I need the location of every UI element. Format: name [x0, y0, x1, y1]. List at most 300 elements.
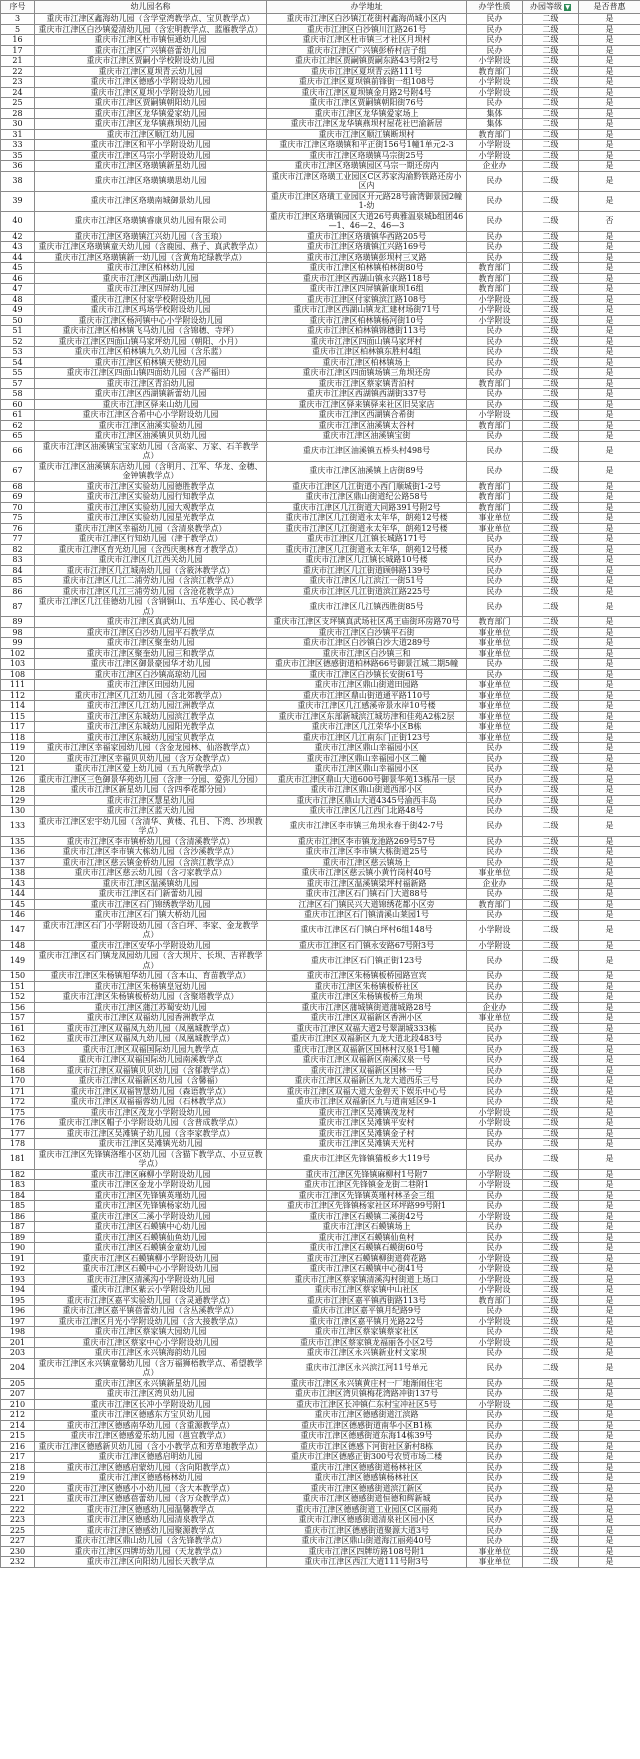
cell-name: 重庆市江津区鼎山幼儿园（含先锋教学点） — [35, 1536, 267, 1547]
cell-inclusive: 是 — [579, 1399, 640, 1410]
table-row — [1, 565, 640, 576]
cell-name: 重庆市江津区白沙镇爱清幼儿园（含宏明教学点、蓝雁教学点） — [35, 24, 267, 35]
cell-nature: 民办 — [467, 1232, 523, 1243]
cell-name: 重庆市江津区双福凤九幼儿园（凤凰城教学点） — [35, 1023, 267, 1034]
cell-name: 重庆市江津区德感小学附设幼儿园 — [35, 77, 267, 88]
cell-level: 二级 — [523, 1483, 579, 1494]
cell-nature: 事业单位 — [467, 868, 523, 879]
cell-index: 182 — [1, 1169, 35, 1180]
table-row — [1, 1431, 640, 1442]
cell-index: 223 — [1, 1515, 35, 1526]
cell-index: 218 — [1, 1462, 35, 1473]
cell-level: 二级 — [523, 544, 579, 555]
cell-address: 重庆市江津区白沙镇长安街61号 — [267, 669, 467, 680]
cell-level: 二级 — [523, 492, 579, 503]
cell-name: 重庆市江津区德感杨林幼儿园 — [35, 1473, 267, 1484]
cell-inclusive: 是 — [579, 1525, 640, 1536]
cell-level: 二级 — [523, 1139, 579, 1150]
cell-nature: 民办 — [467, 764, 523, 775]
cell-index: 222 — [1, 1504, 35, 1515]
cell-inclusive: 是 — [579, 1128, 640, 1139]
cell-inclusive: 是 — [579, 140, 640, 151]
cell-name: 重庆市江津区双福幼儿园香洲教学点 — [35, 1013, 267, 1024]
cell-address: 重庆市江津区先锋镇英瑾村林圣会三组 — [267, 1190, 467, 1201]
cell-nature: 民办 — [467, 347, 523, 358]
cell-nature: 小学附设 — [467, 1180, 523, 1191]
cell-name: 重庆市江津区双福新区幼儿园（含馨福） — [35, 1076, 267, 1087]
table-row — [1, 231, 640, 242]
cell-nature: 民办 — [467, 368, 523, 379]
cell-name: 重庆市江津区麻柳小学附设幼儿园 — [35, 1169, 267, 1180]
cell-inclusive: 是 — [579, 1337, 640, 1348]
cell-nature: 教育部门 — [467, 617, 523, 628]
cell-inclusive: 是 — [579, 722, 640, 733]
cell-index: 130 — [1, 806, 35, 817]
cell-inclusive: 是 — [579, 1378, 640, 1389]
cell-name: 重庆市江津区四面山镇四面幼儿园（含严福田） — [35, 368, 267, 379]
cell-index: 133 — [1, 816, 35, 836]
table-row — [1, 940, 640, 951]
cell-name: 重庆市江津区行知幼儿园（津于教学点） — [35, 534, 267, 545]
cell-address: 重庆市江津区白沙镇川江路261号 — [267, 24, 467, 35]
cell-index: 65 — [1, 431, 35, 442]
table-row — [1, 732, 640, 743]
cell-index: 230 — [1, 1546, 35, 1557]
cell-address: 重庆市江津区鼎山幸福园小区 — [267, 743, 467, 754]
cell-name: 重庆市江津区几江西关幼儿园 — [35, 555, 267, 566]
cell-nature: 民办 — [467, 399, 523, 410]
cell-nature: 教育部门 — [467, 66, 523, 77]
cell-inclusive: 是 — [579, 544, 640, 555]
cell-address: 重庆市江津区龙华镇燕坝村屋花社巴渝新居 — [267, 119, 467, 130]
cell-level: 二级 — [523, 24, 579, 35]
table-row — [1, 399, 640, 410]
cell-index: 33 — [1, 140, 35, 151]
cell-level: 二级 — [523, 1410, 579, 1421]
cell-name: 重庆市江津区德感东方宝贝幼儿园 — [35, 1410, 267, 1421]
cell-nature: 民办 — [467, 1055, 523, 1066]
cell-level: 二级 — [523, 1253, 579, 1264]
cell-address: 重庆市江津区珞璜镇和平正街156号1幢1单元2-3 — [267, 140, 467, 151]
cell-nature: 教育部门 — [467, 1295, 523, 1306]
cell-nature: 民办 — [467, 555, 523, 566]
cell-index: 126 — [1, 774, 35, 785]
cell-inclusive: 是 — [579, 1431, 640, 1442]
cell-index: 119 — [1, 743, 35, 754]
cell-index: 35 — [1, 150, 35, 161]
cell-nature: 企业办 — [467, 1002, 523, 1013]
table-row — [1, 764, 640, 775]
cell-nature: 事业单位 — [467, 638, 523, 649]
cell-inclusive: 是 — [579, 1211, 640, 1222]
cell-name: 重庆市江津区长冲小学附设幼儿园 — [35, 1399, 267, 1410]
table-row — [1, 1211, 640, 1222]
cell-inclusive: 是 — [579, 1473, 640, 1484]
cell-address: 重庆市江津区柏林镇杨河街10号 — [267, 315, 467, 326]
cell-level: 二级 — [523, 992, 579, 1003]
cell-level: 二级 — [523, 481, 579, 492]
cell-nature: 民办 — [467, 1348, 523, 1359]
table-row — [1, 1358, 640, 1378]
cell-index: 53 — [1, 347, 35, 358]
cell-index: 68 — [1, 481, 35, 492]
table-row — [1, 481, 640, 492]
cell-nature: 企业办 — [467, 161, 523, 172]
cell-address: 重庆市江津区石门镇正街123号 — [267, 951, 467, 971]
table-row — [1, 242, 640, 253]
cell-level: 二级 — [523, 1190, 579, 1201]
cell-address: 重庆市江津区几江街道永太年华，朗苑12号楼 — [267, 544, 467, 555]
cell-nature: 民办 — [467, 441, 523, 461]
cell-inclusive: 是 — [579, 98, 640, 109]
cell-inclusive: 是 — [579, 1316, 640, 1327]
cell-nature: 事业单位 — [467, 523, 523, 534]
cell-index: 83 — [1, 555, 35, 566]
table-row — [1, 1086, 640, 1097]
cell-address: 重庆市江津区双福新区香洲小区 — [267, 1013, 467, 1024]
cell-name: 重庆市江津区西湖山幼儿园 — [35, 273, 267, 284]
cell-index: 161 — [1, 1023, 35, 1034]
cell-index: 62 — [1, 420, 35, 431]
cell-address: 重庆市江津区蔡家镇青泊村 — [267, 378, 467, 389]
cell-index: 170 — [1, 1076, 35, 1087]
cell-address: 重庆市江津区几江街道永太年华，朗苑12号楼 — [267, 513, 467, 524]
cell-address: 重庆市江津区四屏镇新康坝16组 — [267, 284, 467, 295]
cell-name: 重庆市江津区珞璜镇童天幼儿园（含鹿园、燕子、真武教学点） — [35, 242, 267, 253]
table-row — [1, 140, 640, 151]
cell-level: 二级 — [523, 119, 579, 130]
cell-name: 重庆市江津区田园幼儿园 — [35, 680, 267, 691]
cell-nature: 民办 — [467, 1149, 523, 1169]
cell-name: 重庆市江津区和平小学附设幼儿园 — [35, 140, 267, 151]
cell-level: 二级 — [523, 347, 579, 358]
cell-inclusive: 是 — [579, 1306, 640, 1317]
cell-index: 227 — [1, 1536, 35, 1547]
cell-address: 重庆市江津区柏林镇场上 — [267, 357, 467, 368]
cell-index: 42 — [1, 231, 35, 242]
cell-level: 二级 — [523, 242, 579, 253]
cell-nature: 小学附设 — [467, 1107, 523, 1118]
cell-level: 二级 — [523, 378, 579, 389]
cell-address: 重庆市江津区支坪镇真武场社区禹王庙街环房路70号 — [267, 617, 467, 628]
table-row — [1, 431, 640, 442]
cell-name: 重庆市江津区石门新蕾幼儿园 — [35, 889, 267, 900]
cell-level: 二级 — [523, 1222, 579, 1233]
cell-inclusive: 是 — [579, 378, 640, 389]
cell-inclusive: 是 — [579, 1420, 640, 1431]
cell-level: 二级 — [523, 273, 579, 284]
cell-level: 二级 — [523, 1389, 579, 1400]
cell-index: 136 — [1, 847, 35, 858]
cell-name: 重庆市江津区蓝天幼儿园 — [35, 806, 267, 817]
cell-level: 二级 — [523, 284, 579, 295]
cell-level: 二级 — [523, 1462, 579, 1473]
cell-index: 84 — [1, 565, 35, 576]
cell-index: 117 — [1, 722, 35, 733]
cell-address: 重庆市江津区嘉平镇月纪路9号 — [267, 1306, 467, 1317]
cell-inclusive: 是 — [579, 1201, 640, 1212]
cell-nature: 小学附设 — [467, 1264, 523, 1275]
cell-address: 重庆市江津区四牌坊路108号附1 — [267, 1546, 467, 1557]
cell-level: 二级 — [523, 1306, 579, 1317]
cell-level: 二级 — [523, 1337, 579, 1348]
cell-address: 重庆市江津区付家镇滨江路108号 — [267, 294, 467, 305]
table-row — [1, 597, 640, 617]
cell-address: 重庆市江津区嘉平镇月光路22号 — [267, 1316, 467, 1327]
cell-level: 二级 — [523, 1327, 579, 1338]
cell-name: 重庆市江津区德感幼儿园聚源教学点 — [35, 1525, 267, 1536]
cell-inclusive: 是 — [579, 1190, 640, 1201]
cell-name: 重庆市江津区朱杨镇皇冠幼儿园 — [35, 981, 267, 992]
cell-address: 江津区石门镇民兴大道锦绣花都小区旁 — [267, 899, 467, 910]
table-row — [1, 1118, 640, 1129]
table-row — [1, 847, 640, 858]
cell-name: 重庆市江津区玛场学校附设幼儿园 — [35, 305, 267, 316]
table-row — [1, 680, 640, 691]
cell-level: 二级 — [523, 701, 579, 712]
cell-level: 二级 — [523, 66, 579, 77]
cell-address: 重庆市江津区白沙镇三和 — [267, 648, 467, 659]
cell-index: 151 — [1, 981, 35, 992]
cell-index: 17 — [1, 45, 35, 56]
cell-address: 重庆市江津区油溪镇五桥头村498号 — [267, 441, 467, 461]
cell-inclusive: 是 — [579, 1295, 640, 1306]
cell-name: 重庆市江津区双福国际幼儿园九教学点 — [35, 1044, 267, 1055]
cell-name: 重庆市江津区朱杨镇板桥幼儿园（含聚塔教学点） — [35, 992, 267, 1003]
header-name: 幼儿园名称 — [35, 1, 267, 14]
cell-name: 重庆市江津区德感幼儿园温馨教学点 — [35, 1504, 267, 1515]
cell-address: 重庆市江津区双福新区九龙大道西乐三号 — [267, 1076, 467, 1087]
cell-name: 重庆市江津区吴滩镇子幼儿园（含李家教学点） — [35, 1128, 267, 1139]
cell-index: 138 — [1, 868, 35, 879]
cell-address: 重庆市江津区西湖山镇龙汇建材场街71号 — [267, 305, 467, 316]
cell-index: 128 — [1, 785, 35, 796]
cell-address: 重庆市江津区鼎山幸福园小区 — [267, 764, 467, 775]
cell-address: 重庆市江津区几江感溪帝景水岸10号楼 — [267, 701, 467, 712]
table-row — [1, 368, 640, 379]
cell-nature: 小学附设 — [467, 315, 523, 326]
cell-address: 重庆市江津区四面山镇马家坪村 — [267, 336, 467, 347]
cell-inclusive: 是 — [579, 878, 640, 889]
table-row — [1, 878, 640, 889]
cell-nature: 民办 — [467, 857, 523, 868]
table-row — [1, 305, 640, 316]
header-level — [523, 1, 579, 14]
cell-address: 重庆市江津区石蟆镇仙鱼村 — [267, 1232, 467, 1243]
cell-inclusive: 是 — [579, 129, 640, 140]
cell-nature: 事业单位 — [467, 1013, 523, 1024]
cell-inclusive: 是 — [579, 868, 640, 879]
cell-address: 重庆市江津区珞璜镇江兴路169号 — [267, 242, 467, 253]
cell-index: 112 — [1, 690, 35, 701]
cell-name: 重庆市江津区湾贝幼儿园 — [35, 1389, 267, 1400]
cell-nature: 民办 — [467, 98, 523, 109]
cell-inclusive: 是 — [579, 940, 640, 951]
cell-inclusive: 是 — [579, 284, 640, 295]
cell-index: 177 — [1, 1128, 35, 1139]
cell-address: 重庆市江津区几江街道大同路391号附2号 — [267, 502, 467, 513]
table-row — [1, 1097, 640, 1108]
cell-address: 重庆市江津区蔡家镇龙福丽各小区2号 — [267, 1337, 467, 1348]
cell-nature: 民办 — [467, 1327, 523, 1338]
cell-address: 重庆市江津区朱杨镇板桥园路宣宾 — [267, 971, 467, 982]
cell-name: 重庆市江津区安华小学附设幼儿园 — [35, 940, 267, 951]
cell-index: 57 — [1, 378, 35, 389]
cell-inclusive: 是 — [579, 231, 640, 242]
table-row — [1, 1494, 640, 1505]
table-row — [1, 1483, 640, 1494]
cell-level: 二级 — [523, 586, 579, 597]
cell-address: 重庆市江津区珞璜镇马宗街25号 — [267, 150, 467, 161]
cell-inclusive: 是 — [579, 1055, 640, 1066]
cell-address: 重庆市江津区石蟆镇中心街41号 — [267, 1264, 467, 1275]
cell-nature: 民办 — [467, 847, 523, 858]
table-row — [1, 171, 640, 191]
cell-inclusive: 是 — [579, 171, 640, 191]
table-row — [1, 1023, 640, 1034]
cell-name: 重庆市江津区石蟆镇柳小学附设幼儿园 — [35, 1253, 267, 1264]
table-row — [1, 347, 640, 358]
cell-inclusive: 是 — [579, 1515, 640, 1526]
cell-index: 111 — [1, 680, 35, 691]
table-row — [1, 77, 640, 88]
cell-index: 118 — [1, 732, 35, 743]
cell-name: 重庆市江津区广兴镇蓓蕾幼儿园 — [35, 45, 267, 56]
cell-inclusive: 是 — [579, 1034, 640, 1045]
cell-inclusive: 是 — [579, 743, 640, 754]
cell-address: 重庆市江津区柏林镇柏林街80号 — [267, 263, 467, 274]
cell-nature: 事业单位 — [467, 513, 523, 524]
cell-name: 重庆市江津区永兴镇童馨幼儿园（含万福狮梧教学点、希望教学点） — [35, 1358, 267, 1378]
cell-nature: 民办 — [467, 806, 523, 817]
cell-inclusive: 否 — [579, 211, 640, 231]
cell-address: 重庆市江津区双福新区国林村汉泉1号1幢 — [267, 1044, 467, 1055]
cell-nature: 民办 — [467, 836, 523, 847]
cell-name: 重庆市江津区紫云小学附设幼儿园 — [35, 1285, 267, 1296]
cell-nature: 民办 — [467, 544, 523, 555]
cell-inclusive: 是 — [579, 410, 640, 421]
cell-address: 重庆市江津区石门镇永安路67号附3号 — [267, 940, 467, 951]
cell-address: 重庆市江津区李市镇三角坝永春于街42-7号 — [267, 816, 467, 836]
cell-inclusive: 是 — [579, 1494, 640, 1505]
cell-inclusive: 是 — [579, 910, 640, 921]
cell-inclusive: 是 — [579, 1410, 640, 1421]
cell-inclusive: 是 — [579, 1264, 640, 1275]
table-row — [1, 971, 640, 982]
table-row — [1, 1295, 640, 1306]
cell-index: 82 — [1, 544, 35, 555]
cell-index: 49 — [1, 305, 35, 316]
cell-inclusive: 是 — [579, 108, 640, 119]
cell-address: 重庆市江津区夏坝镇金月路2号附4号 — [267, 87, 467, 98]
cell-address: 重庆市江津区几江南东门正街123号 — [267, 732, 467, 743]
cell-index: 99 — [1, 638, 35, 649]
cell-level: 二级 — [523, 171, 579, 191]
cell-inclusive: 是 — [579, 1483, 640, 1494]
cell-address: 重庆市江津区先锋镇猫板乡大119号 — [267, 1149, 467, 1169]
cell-index: 36 — [1, 161, 35, 172]
cell-level: 二级 — [523, 1399, 579, 1410]
cell-inclusive: 是 — [579, 242, 640, 253]
cell-level: 二级 — [523, 659, 579, 670]
table-row — [1, 1546, 640, 1557]
cell-inclusive: 是 — [579, 659, 640, 670]
cell-inclusive: 是 — [579, 161, 640, 172]
cell-address: 重庆市江津区石门镇清溪山莱园1号 — [267, 910, 467, 921]
filter-icon[interactable]: ▼ — [565, 3, 570, 11]
cell-nature: 民办 — [467, 576, 523, 587]
cell-address: 重庆市江津区吴滩镇天光村 — [267, 1139, 467, 1150]
cell-name: 重庆市江津区朱杨镇旭华幼儿园（含本山、育苗教学点） — [35, 971, 267, 982]
cell-level: 二级 — [523, 502, 579, 513]
cell-name: 重庆市江津区贾嗣小学校附设幼儿园 — [35, 56, 267, 67]
cell-level: 二级 — [523, 1452, 579, 1463]
cell-name: 重庆市江津区付家学校附设幼儿园 — [35, 294, 267, 305]
table-row — [1, 1128, 640, 1139]
header-index: 序号 — [1, 1, 35, 14]
cell-nature: 小学附设 — [467, 305, 523, 316]
cell-inclusive: 是 — [579, 119, 640, 130]
cell-address: 重庆市江津区德感街道南华小区B1栋 — [267, 1420, 467, 1431]
table-row — [1, 816, 640, 836]
cell-inclusive: 是 — [579, 648, 640, 659]
cell-nature: 民办 — [467, 1034, 523, 1045]
cell-nature: 民办 — [467, 1462, 523, 1473]
cell-name: 重庆市江津区石门锦绣教学幼儿园 — [35, 899, 267, 910]
cell-level: 二级 — [523, 98, 579, 109]
cell-level: 二级 — [523, 648, 579, 659]
cell-index: 163 — [1, 1044, 35, 1055]
table-row — [1, 1107, 640, 1118]
cell-address: 重庆市江津区西湖山镇永兴路118号 — [267, 273, 467, 284]
cell-index: 55 — [1, 368, 35, 379]
cell-nature: 民办 — [467, 1222, 523, 1233]
cell-level: 二级 — [523, 774, 579, 785]
cell-level: 二级 — [523, 555, 579, 566]
cell-nature: 民办 — [467, 951, 523, 971]
cell-index: 149 — [1, 951, 35, 971]
cell-level: 二级 — [523, 231, 579, 242]
cell-inclusive: 是 — [579, 847, 640, 858]
cell-name: 重庆市江津区四牌坊幼儿园（天龙教学点） — [35, 1546, 267, 1557]
cell-level: 二级 — [523, 252, 579, 263]
cell-inclusive: 是 — [579, 1222, 640, 1233]
cell-address: 重庆市江津区鼎山幸福园小区二幢 — [267, 753, 467, 764]
cell-address: 重庆市江津区珞璜镇彭坝村三叉路 — [267, 252, 467, 263]
cell-inclusive: 是 — [579, 711, 640, 722]
cell-address: 重庆市江津区石蟆镇柳街道荷花路 — [267, 1253, 467, 1264]
cell-index: 193 — [1, 1274, 35, 1285]
cell-name: 重庆市江津区双福国际幼儿园南溪教学点 — [35, 1055, 267, 1066]
cell-inclusive: 是 — [579, 1536, 640, 1547]
cell-name: 重庆市江津区育光幼儿园（含西庆奥林育才教学点） — [35, 544, 267, 555]
cell-inclusive: 是 — [579, 14, 640, 25]
cell-address: 重庆市江津区温溪镇梁坪村福新路 — [267, 878, 467, 889]
cell-name: 重庆市江津区柏林镇飞马幼儿园（含锦穗、寺坪） — [35, 326, 267, 337]
cell-index: 215 — [1, 1431, 35, 1442]
cell-nature: 小学附设 — [467, 940, 523, 951]
cell-name: 重庆市江津区石门镇龙凤园幼儿园（含大坝片、长坝、吉祥教学点） — [35, 951, 267, 971]
cell-index: 86 — [1, 586, 35, 597]
cell-index: 162 — [1, 1034, 35, 1045]
cell-index: 214 — [1, 1420, 35, 1431]
cell-level: 二级 — [523, 441, 579, 461]
table-row — [1, 1243, 640, 1254]
cell-index: 87 — [1, 597, 35, 617]
cell-nature: 民办 — [467, 1420, 523, 1431]
cell-index: 23 — [1, 77, 35, 88]
cell-name: 重庆市江津区石蟆镇仙鱼幼儿园 — [35, 1232, 267, 1243]
